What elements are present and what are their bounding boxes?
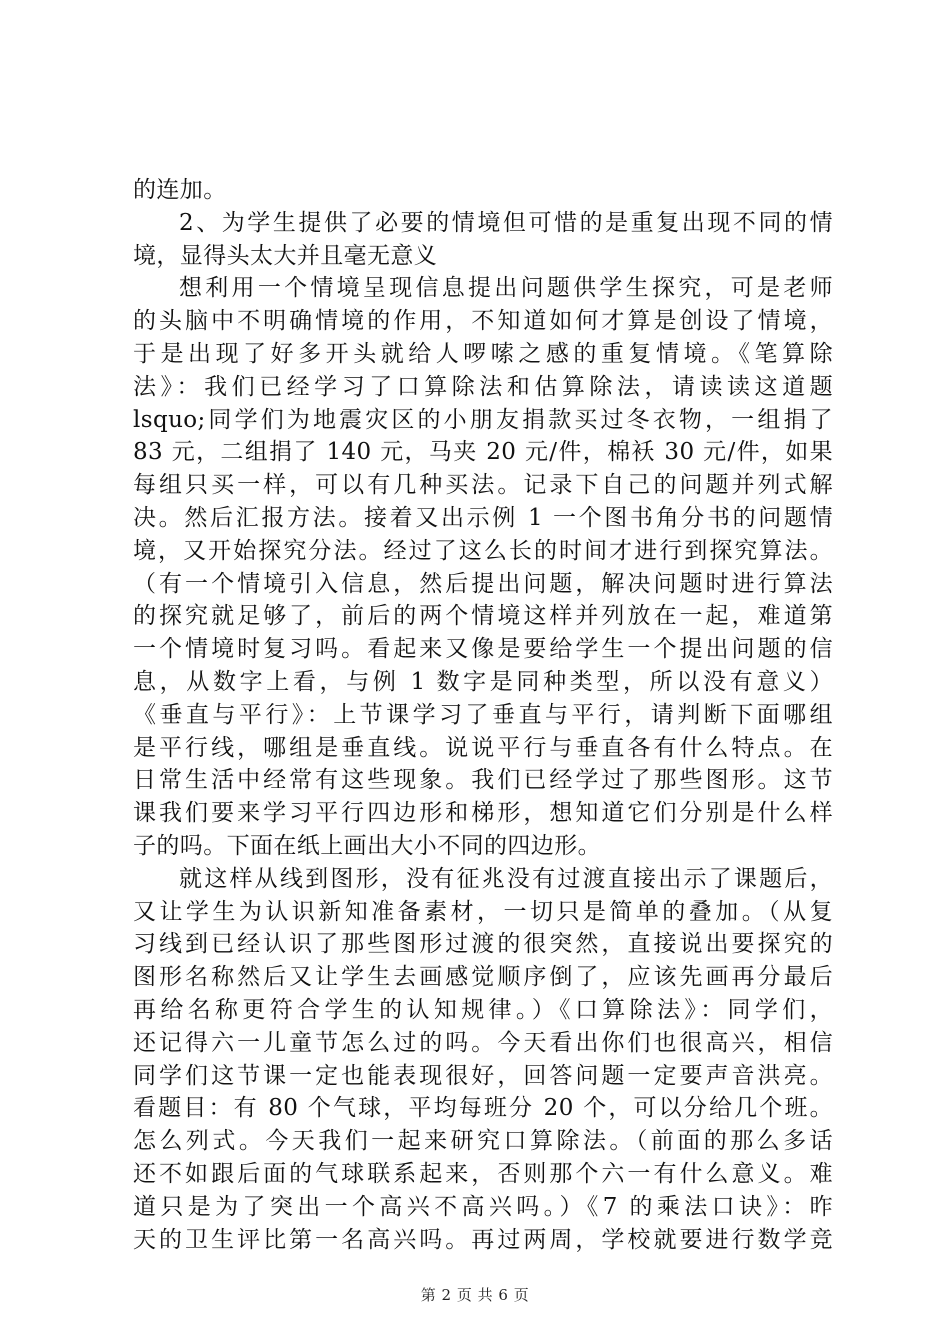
- text-line: 道只是为了突出一个高兴不高兴吗。）《7 的乘法口诀》：昨: [133, 1193, 833, 1220]
- text-line: 再给名称更符合学生的认知规律。）《口算除法》：同学们，: [133, 996, 833, 1023]
- text-line: 的连加。: [133, 177, 227, 203]
- text-line: 看题目：有 80 个气球，平均每班分 20 个，可以分给几个班。: [133, 1095, 833, 1122]
- text-line: 图形名称然后又让学生去画感觉顺序倒了，应该先画再分最后: [133, 964, 833, 991]
- text-line: 是平行线，哪组是垂直线。说说平行与垂直各有什么特点。在: [133, 734, 833, 761]
- text-line: 子的吗。下面在纸上画出大小不同的四边形。: [133, 832, 601, 859]
- text-line: 息，从数字上看，与例 1 数字是同种类型，所以没有意义）: [133, 668, 833, 695]
- text-line: 同学们这节课一定也能表现很好，回答问题一定要声音洪亮。: [133, 1062, 833, 1089]
- text-line: 每组只买一样，可以有几种买法。记录下自己的问题并列式解: [133, 472, 833, 499]
- text-line: 《垂直与平行》：上节课学习了垂直与平行，请判断下面哪组: [133, 701, 833, 728]
- text-line: 还不如跟后面的气球联系起来，否则那个六一有什么意义。难: [133, 1160, 833, 1187]
- text-line: （有一个情境引入信息，然后提出问题，解决问题时进行算法: [133, 570, 833, 597]
- text-line: 又让学生为认识新知准备素材，一切只是简单的叠加。（从复: [133, 898, 833, 925]
- text-line: 就这样从线到图形，没有征兆没有过渡直接出示了课题后，: [179, 865, 833, 892]
- text-line: 一个情境时复习吗。看起来又像是要给学生一个提出问题的信: [133, 636, 833, 663]
- text-line: 83 元，二组捐了 140 元，马夹 20 元/件，棉袄 30 元/件，如果: [133, 439, 833, 466]
- text-line: 的探究就足够了，前后的两个情境这样并列放在一起，难道第: [133, 603, 833, 630]
- text-line: 2、为学生提供了必要的情境但可惜的是重复出现不同的情: [179, 209, 833, 236]
- text-line: 怎么列式。今天我们一起来研究口算除法。（前面的那么多话: [133, 1128, 833, 1155]
- text-line: 境，又开始探究分法。经过了这么长的时间才进行到探究算法。: [133, 537, 833, 564]
- page-footer: 第 2 页 共 6 页: [420, 1286, 530, 1304]
- text-line: 日常生活中经常有这些现象。我们已经学过了那些图形。这节: [133, 767, 833, 794]
- text-line: 想利用一个情境呈现信息提出问题供学生探究，可是老师: [179, 275, 833, 302]
- text-line: 决。然后汇报方法。接着又出示例 1 一个图书角分书的问题情: [133, 504, 833, 531]
- text-line: 还记得六一儿童节怎么过的吗。今天看出你们也很高兴，相信: [133, 1029, 833, 1056]
- text-line: 的头脑中不明确情境的作用，不知道如何才算是创设了情境，: [133, 308, 833, 335]
- text-line: 习线到已经认识了那些图形过渡的很突然，直接说出要探究的: [133, 931, 833, 958]
- document-body: [133, 174, 833, 1256]
- text-line: 境，显得头太大并且毫无意义: [133, 242, 438, 269]
- text-line: 天的卫生评比第一名高兴吗。再过两周，学校就要进行数学竞: [133, 1226, 833, 1253]
- text-line: 课我们要来学习平行四边形和梯形，想知道它们分别是什么样: [133, 800, 833, 827]
- text-line: 于是出现了好多开头就给人啰嗦之感的重复情境。《笔算除: [133, 340, 833, 367]
- text-line: 法》：我们已经学习了口算除法和估算除法，请读读这道题: [133, 373, 833, 400]
- text-line: lsquo;同学们为地震灾区的小朋友捐款买过冬衣物，一组捐了: [133, 406, 833, 433]
